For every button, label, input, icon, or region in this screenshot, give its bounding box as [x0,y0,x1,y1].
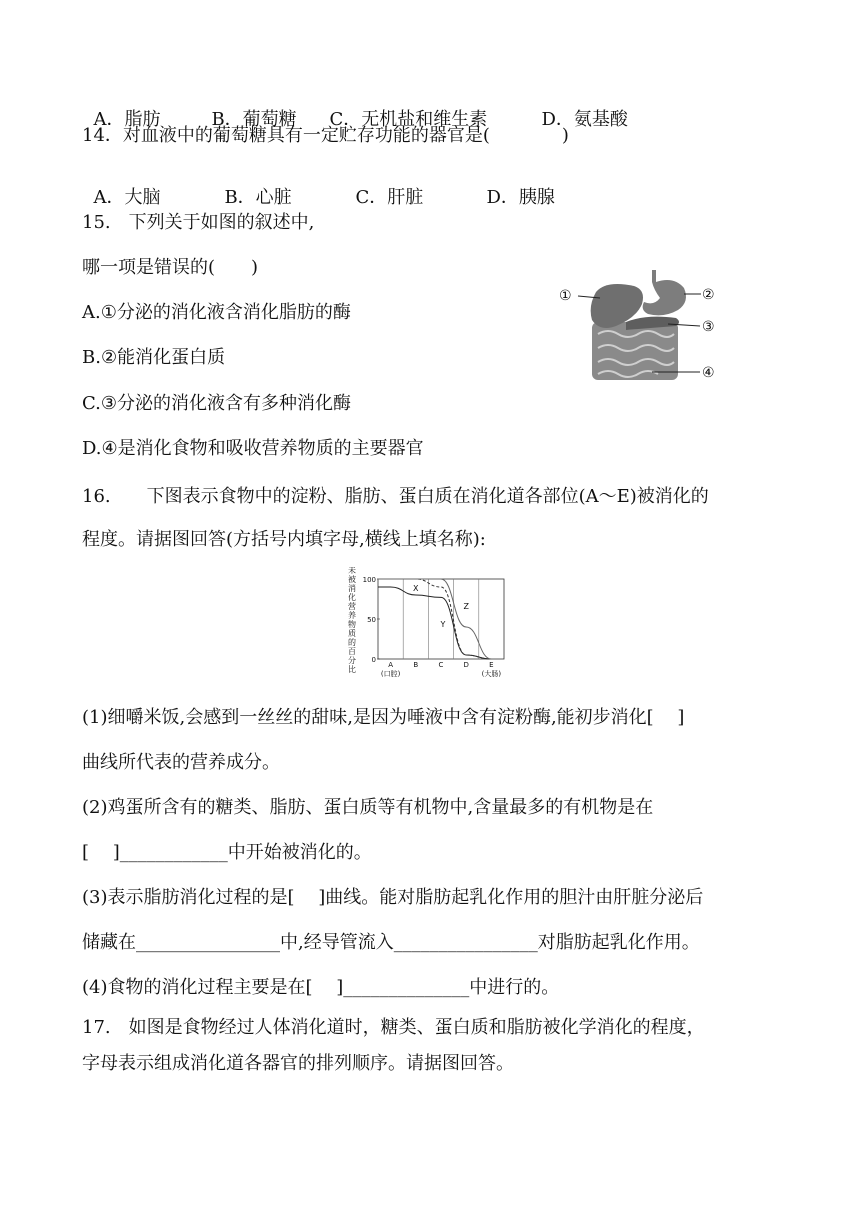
x-category-label: B [413,661,419,669]
q16-sub4[interactable]: (4)食物的消化过程主要是在[ ]______________中进行的。 [82,977,560,998]
plot-frame [378,579,504,659]
q15-stem-line2: 哪一项是错误的( ) [82,257,259,278]
y-axis-label-char: 化 [348,593,356,602]
y-axis-label-char: 营 [348,602,356,611]
q16-sub1-line1: (1)细嚼米饭,会感到一丝丝的甜味,是因为唾液中含有淀粉酶,能初步消化[ ] [82,707,685,728]
stomach-shape [643,270,686,315]
q16-sub1-line2: 曲线所代表的营养成分。 [82,752,280,773]
q13-option-a[interactable]: A．脂肪 [93,109,161,130]
figure-label-1: ① [559,288,572,304]
x-category-label: E [489,661,494,669]
y-axis-label [348,567,356,674]
q17-line2: 字母表示组成消化道各器官的排列顺序。请据图回答。 [82,1053,514,1074]
q14-options [82,162,555,210]
series-label-y: Y [440,620,446,629]
q15-option-d[interactable]: D.④是消化食物和吸收营养物质的主要器官 [82,438,424,459]
chart-axes [378,579,504,659]
q13-option-c[interactable]: C．无机盐和维生素 [329,109,488,130]
q15-stem-line1: 15. 下列关于如图的叙述中, [82,212,315,233]
y-axis-label-char: 养 [348,611,356,620]
q16-sub3-line2[interactable]: 储藏在________________中,经导管流入________________对脂肪起乳化作用。 [82,932,700,953]
y-axis-label-char: 未 [348,567,356,575]
series-line-z [378,579,491,659]
y-ticks [363,576,380,664]
y-axis-label-char: 被 [348,575,356,584]
x-category-label: A [388,661,393,669]
q14-option-d[interactable]: D．胰腺 [486,187,555,208]
y-axis-label-char: 比 [348,665,356,674]
figure-label-4: ④ [702,365,715,381]
q16-sub2-line1: (2)鸡蛋所含有的糖类、脂肪、蛋白质等有机物中,含量最多的有机物是在 [82,797,654,818]
q16-stem-line2: 程度。请据图回答(方括号内填字母,横线上填名称): [82,529,486,550]
chart-series [378,579,491,659]
series-line-x [378,587,491,659]
q15-option-c[interactable]: C.③分泌的消化液含有多种消化酶 [82,393,351,414]
q14-option-b[interactable]: B．心脏 [224,187,292,208]
q13-option-b[interactable]: B．葡萄糖 [211,109,297,130]
x-category-label: D [463,661,469,669]
q14-option-c[interactable]: C．肝脏 [355,187,424,208]
q14-option-a[interactable]: A．大脑 [93,187,161,208]
y-axis-label-char: 消 [348,584,356,593]
y-tick-label: 0 [371,656,376,664]
y-tick-label: 100 [362,576,376,584]
q15-option-a[interactable]: A.①分泌的消化液含消化脂肪的酶 [82,302,351,323]
q13-option-d[interactable]: D．氨基酸 [541,109,628,130]
x-category-note: (大肠) [481,670,502,678]
series-label-x: X [413,584,419,593]
q16-sub2-line2[interactable]: [ ]____________中开始被消化的。 [82,842,372,863]
q16-stem-line1: 16. 下图表示食物中的淀粉、脂肪、蛋白质在消化道各部位(A～E)被消化的 [82,486,709,507]
y-axis-label-char: 分 [348,656,356,665]
figure-label-3: ③ [702,319,715,335]
digestive-organs-figure [556,262,726,384]
series-label-z: Z [463,602,469,611]
y-axis-label-text [348,567,356,674]
q16-sub3-line1: (3)表示脂肪消化过程的是[ ]曲线。能对脂肪起乳化作用的胆汁由肝脏分泌后 [82,887,704,908]
y-axis-label-char: 质 [348,629,356,638]
x-categories [381,661,502,678]
y-tick-label: 50 [367,616,376,624]
x-category-label: C [438,661,444,669]
q15-option-b[interactable]: B.②能消化蛋白质 [82,347,226,368]
q17-line1: 17. 如图是食物经过人体消化道时，糖类、蛋白质和脂肪被化学消化的程度， [82,1017,705,1038]
digestion-chart [342,567,510,687]
y-axis-label-char: 百 [348,647,356,656]
series-line-y [378,579,491,659]
y-axis-label-char: 物 [348,620,356,629]
figure-label-2: ② [702,287,715,303]
y-axis-label-char: 的 [348,638,356,647]
q14-stem: 14．对血液中的葡萄糖具有一定贮存功能的器官是( ) [82,125,569,146]
x-category-note: (口腔) [380,670,401,678]
